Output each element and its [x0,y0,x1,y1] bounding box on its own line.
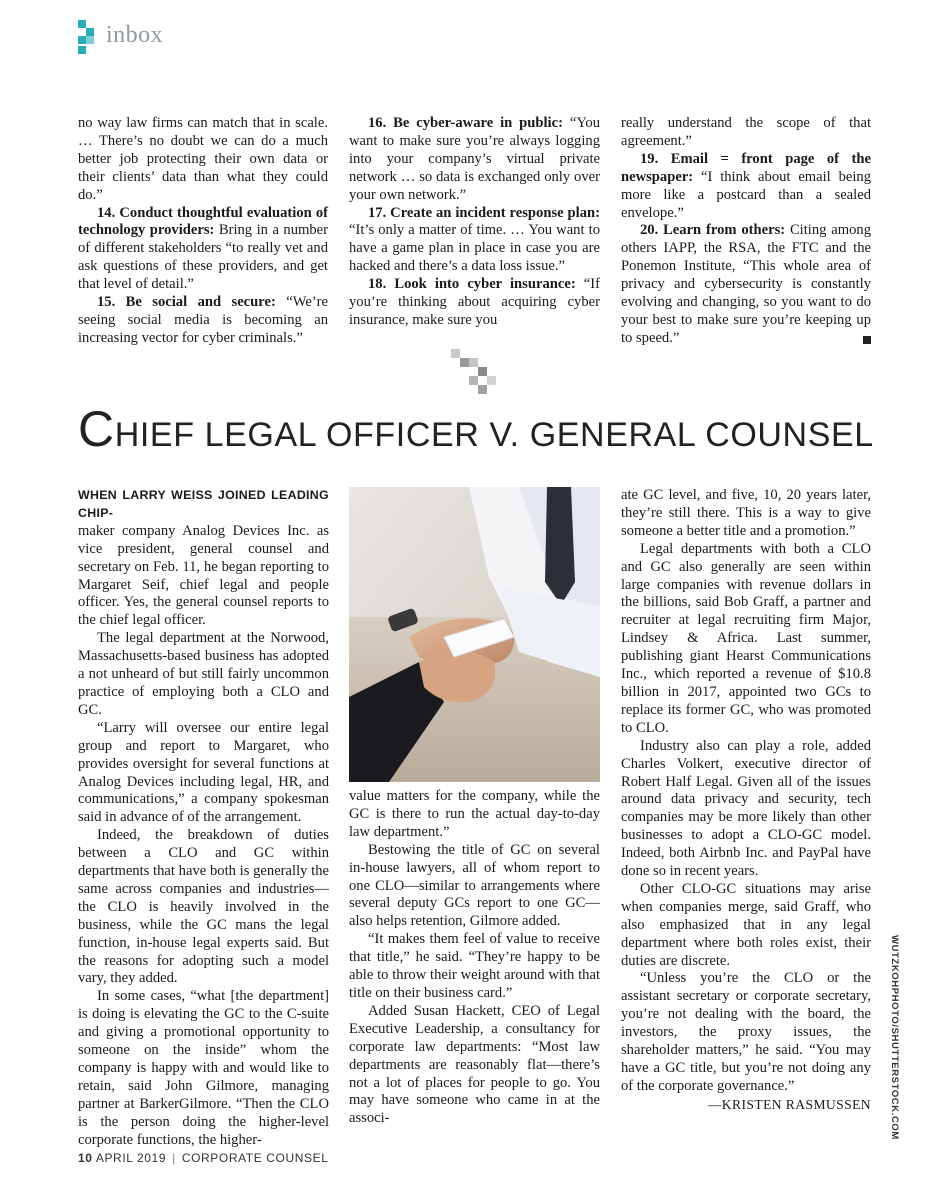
top-column-1 [78,115,328,348]
top-column-2 [349,115,600,330]
section-label: inbox [106,22,164,48]
issue-date: APRIL 2019 [95,1151,167,1165]
byline: —KRISTEN RASMUSSEN [707,1096,871,1112]
publication-name: CORPORATE COUNSEL [181,1151,329,1165]
handshake-business-card-photo [349,487,600,782]
page-number: 10 [78,1151,93,1165]
inbox-logo-icon [78,20,102,56]
article-column-1 [78,487,329,1150]
tip-20 [621,222,871,347]
paragraph-text: maker company Analog Devices Inc. as vice president, general counsel and secretary on Feb. 11, he began reporting to Margaret Seif, chief legal and people officer. Yes, the general counsel reports to the chief legal officer. [78,522,329,629]
paragraph: value matters for the company, while the GC is there to run the actual day-to-day law department.” [349,788,600,840]
tip-text: Citing among others IAPP, the RSA, the FTC and the Ponemon Institute, “This whole area of privacy and cybersecurity is constantly evolving and changing, so you want to do your best to make sure you’re keeping up to speed.” [621,222,871,346]
paragraph: Bestowing the title of GC on several in-house lawyers, all of whom report to one CLO—similar to arrangements where several deputy GCs report to one GC—also helps retention, Gilmore added. [349,841,600,930]
title-text: HIEF LEGAL OFFICER V. GENERAL COUNSEL [114,416,874,454]
paragraph: Added Susan Hackett, CEO of Legal Executive Leadership, a consultancy for corporate law departments: “Most law departments are reasonably flat—there’s not a lot of places for people to go. You may have someone who came in at the associ- [349,1002,600,1127]
paragraph: really understand the scope of that agreement.” [621,115,871,149]
paragraph: ate GC level, and five, 10, 20 years later, they’re still there. This is a way to give someone a better title and a promotion.” [621,487,871,539]
lead-paragraph [78,487,329,630]
paragraph: “Larry will oversee our entire legal group and report to Margaret, who provides oversight for several functions at Analog Devices including legal, HR, and communications,” a company spokesman said in advance of of the arrangement. [78,719,329,826]
tip-17 [349,205,600,277]
tip-16 [349,115,600,205]
top-column-3 [621,115,871,348]
pixel-ornament-icon [451,349,499,397]
paragraph: “It makes them feel of value to receive that title,” he said. “They’re happy to be able to throw their weight around with that title on their business card.” [349,931,600,1001]
tip-text: “If you’re thinking about acquiring cyber insurance, make sure you [349,276,600,328]
tip-heading: 17. Create an incident response plan: [368,204,600,221]
tip-18 [349,276,600,330]
tip-heading: 16. Be cyber-aware in public: [368,115,563,131]
tip-text: “I think about email being more like a postcard than a sealed envelope.” [621,168,871,221]
photo-credit-text: WUTZKOHPHOTO/SHUTTERSTOCK.COM [889,935,900,1140]
end-mark-icon [863,336,871,344]
paragraph: Other CLO-GC situations may arise when companies merge, said Graff, who also emphasized that in any legal department where both roles exist, their duties are discrete. [621,880,871,969]
article-column-3 [621,487,871,1114]
tip-text: “You want to make sure you’re always logging into your company’s virtual private network … so data is exchanged only over your own network.” [349,115,600,203]
article-column-2 [349,788,600,1128]
tip-text: “We’re seeing social media is becoming an increasing vector for cyber criminals.” [78,294,329,346]
article-title [78,401,874,457]
paragraph: no way law firms can match that in scale. … There’s no doubt we can do a much better job protecting their own data or their clients’ data than what they could do.” [78,115,328,203]
tip-15 [78,294,328,348]
tip-text: Bring in a number of different stakeholders “to really vet and ask questions of these providers, and get that level of detail.” [78,222,328,293]
paragraph: Indeed, the breakdown of duties between a CLO and GC within departments that have both is generally the same across companies and industries—the CLO is heavily involved in the business, while the GC mans the legal function, in-house legal experts said. But the reasons for adopting such a model vary, they added. [78,827,329,987]
page-footer [78,1151,329,1165]
paragraph: The legal department at the Norwood, Massachusetts-based business has adopted a not unheard of but still fairly uncommon practice of employing both a CLO and GC. [78,630,329,718]
paragraph: “Unless you’re the CLO or the assistant secretary or corporate secretary, you’re not dealing with the board, the investors, the proxy issues, the shareholder matters,” he said. “You may have a GC title, but you’re not doing any of the corporate governance.” [621,970,871,1094]
lead-in: WHEN LARRY WEISS JOINED LEADING CHIP- [78,488,329,520]
paragraph: In some cases, “what [the department] is doing is elevating the GC to the C-suite and giving a promotional opportunity to someone on the inside” whom the company is happy with and would like to retain, said John Gilmore, managing partner at BarkerGilmore. “Then the CLO is the person doing the higher-level corporate functions, the higher- [78,988,329,1148]
tip-text: “It’s only a matter of time. … You want to have a game plan in place in case you are hacked and there’s a data loss issue.” [349,222,600,275]
tip-heading: 18. Look into cyber insurance: [368,276,576,293]
paragraph: Industry also can play a role, added Charles Volkert, executive director of Robert Half Legal. Given all of the issues around data privacy and security, tech companies may be more likely than other businesses to adopt a CLO-GC model. Indeed, both Airbnb Inc. and PayPal have done so in recent years. [621,737,871,880]
tip-heading: 15. Be social and secure: [97,294,276,311]
tip-19 [621,151,871,223]
paragraph: Legal departments with both a CLO and GC also generally are seen within large companies with revenue dollars in the billions, said Bob Graff, a partner and recruiter at legal recruiting firm Major, Lindsey & Africa. Last summer, publishing giant Hearst Communications Inc., which reported a revenue of $10.8 billion in 2017, appointed two GCs to replace its former GC, who was promoted to CLO. [621,540,871,736]
tip-heading: 19. Email = front page of the newspaper: [621,150,871,185]
tip-14 [78,205,328,295]
title-initial: C [78,401,115,457]
tip-heading: 14. Conduct thoughtful evaluation of technology providers: [78,204,328,239]
photo-credit [886,935,900,1140]
tip-heading: 20. Learn from others: [640,222,786,239]
footer-separator: | [172,1151,176,1165]
